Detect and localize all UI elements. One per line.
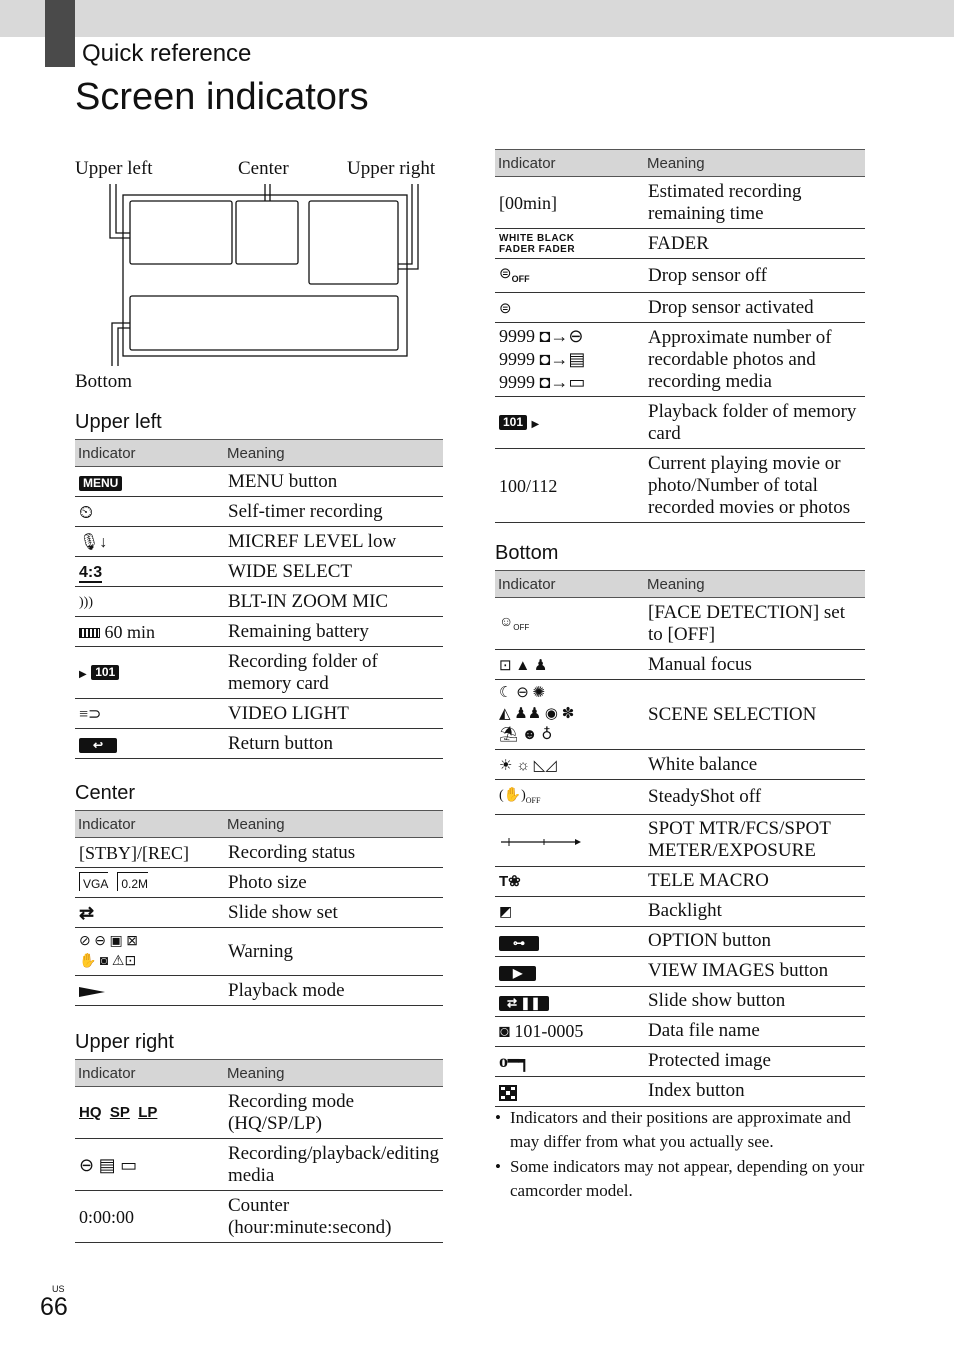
meaning: Manual focus (644, 650, 865, 680)
table-row (75, 838, 443, 868)
table-row (75, 557, 443, 587)
fader-icon-bottom: FADER FADER (499, 243, 576, 255)
key-icon: o━┑ (499, 1051, 530, 1072)
table-row (495, 293, 865, 323)
meaning: Estimated recording remaining time (644, 177, 865, 229)
notes (495, 1106, 865, 1204)
col-indicator: Indicator (75, 811, 224, 838)
right-indicator-table (495, 149, 865, 523)
table-row (75, 1191, 443, 1243)
photo-size-02m-icon: 0.2M (117, 872, 148, 891)
col-indicator: Indicator (495, 150, 644, 177)
table-row (495, 780, 865, 815)
page-title: Screen indicators (75, 76, 369, 118)
camera-icon: ◘→▭ (539, 372, 586, 392)
section-title: Quick reference (82, 40, 252, 67)
meaning: Self-timer recording (224, 497, 443, 527)
table-row (495, 650, 865, 680)
meaning: SCENE SELECTION (644, 680, 865, 750)
diagram-label-upper-left: Upper left (75, 158, 153, 179)
lp-icon: LP (138, 1103, 158, 1121)
recording-status-value: [STBY]/[REC] (75, 838, 224, 868)
table-row (75, 587, 443, 617)
meaning: Playback folder of memory card (644, 397, 865, 449)
media-icons: ⊖ ▤ ▭ (79, 1154, 138, 1175)
center-heading: Center (75, 782, 136, 804)
steadyshot-off-icon: $(✋)_{OFF}$ (499, 788, 541, 805)
table-row (495, 177, 865, 229)
table-row (75, 527, 443, 557)
meaning: VIEW IMAGES button (644, 956, 865, 986)
slideshow-button-icon: ⇄ ❚❚ (499, 996, 549, 1011)
meaning: Return button (224, 729, 443, 759)
col-meaning: Meaning (644, 150, 865, 177)
play-arrow-icon: ▶ (79, 668, 87, 680)
table-row (75, 868, 443, 898)
meaning: Warning (224, 928, 443, 976)
table-row (495, 1016, 865, 1046)
meaning: Recording folder of memory card (224, 647, 443, 699)
view-images-icon: ▶ (499, 966, 536, 981)
sp-icon: SP (109, 1103, 130, 1121)
col-meaning: Meaning (644, 571, 865, 598)
screen-layout-diagram (75, 158, 450, 398)
meaning: White balance (644, 750, 865, 780)
zoom-mic-icon: ))) (79, 595, 93, 610)
meaning: Index button (644, 1076, 865, 1106)
warning-icons: ⊘ ⊖ ▣ ⊠ ✋ ◙ ⚠⊡ (79, 933, 138, 969)
page-number: 66 (40, 1293, 68, 1321)
col-indicator: Indicator (75, 440, 224, 467)
meaning: Photo size (224, 868, 443, 898)
meaning: OPTION button (644, 926, 865, 956)
meaning: Drop sensor activated (644, 293, 865, 323)
menu-icon: MENU (79, 476, 122, 491)
face-detection-off-icon: $☺_{OFF}$ (499, 614, 530, 632)
table-row (75, 647, 443, 699)
table-row (75, 976, 443, 1006)
remaining-time-value: [00min] (495, 177, 644, 229)
meaning: Recording status (224, 838, 443, 868)
meaning: [FACE DETECTION] set to [OFF] (644, 598, 865, 650)
table-row (495, 1046, 865, 1076)
battery-icon (79, 628, 100, 638)
upper-left-table (75, 439, 443, 759)
meaning: FADER (644, 229, 865, 259)
table-row (75, 898, 443, 928)
meaning: MENU button (224, 467, 443, 497)
table-row (495, 680, 865, 750)
playing-count-value: 100/112 (495, 449, 644, 523)
hq-icon: HQ (79, 1103, 102, 1121)
diagram-frame (75, 158, 450, 398)
photo-count-line: 9999 ◘→▭ (499, 372, 586, 392)
meaning: Approximate number of recordable photos and recording media (644, 323, 865, 397)
col-meaning: Meaning (224, 440, 443, 467)
micref-low-icon: 🎙↓ (79, 533, 108, 551)
meaning: Current playing movie or photo/Number of total recorded movies or photos (644, 449, 865, 523)
diagram-label-center: Center (238, 158, 289, 179)
tele-macro-icon: T❀ (499, 873, 521, 891)
header-tab (45, 0, 75, 67)
meaning: Recording mode (HQ/SP/LP) (224, 1087, 443, 1139)
note-item: • Indicators and their positions are approximate and may differ from what you actually see. (495, 1106, 865, 1154)
scene-icons: ☾ ⊖ ✺ ◭ ♟♟ ◉ ✽ ⛱ ☻ ♁ (499, 685, 575, 743)
table-row (75, 1139, 443, 1191)
table-row (495, 229, 865, 259)
table-row (495, 814, 865, 866)
battery-value: 60 min (104, 621, 156, 642)
diagram-label-bottom: Bottom (75, 371, 133, 392)
table-row (75, 617, 443, 647)
table-row (495, 926, 865, 956)
table-row (75, 1087, 443, 1139)
photo-count-line: 9999 ◘→⊖ (499, 326, 584, 346)
meaning: Backlight (644, 896, 865, 926)
table-row (495, 259, 865, 293)
video-light-icon: ≡⊃ (79, 705, 102, 723)
center-table (75, 810, 443, 1006)
table-row (75, 497, 443, 527)
playback-folder-101-icon: 101 (499, 415, 527, 430)
playback-icon (79, 985, 107, 999)
table-row (495, 449, 865, 523)
play-arrow-icon: ▶ (531, 418, 540, 430)
table-row (75, 699, 443, 729)
col-meaning: Meaning (224, 811, 443, 838)
header-bar (0, 0, 954, 37)
counter-value: 0:00:00 (75, 1191, 224, 1243)
file-name-value: 101-0005 (514, 1021, 584, 1042)
wide-select-icon: 4:3 (79, 563, 103, 581)
meaning: Slide show button (644, 986, 865, 1016)
diagram-label-upper-right: Upper right (347, 158, 436, 179)
table-row (495, 896, 865, 926)
photo-count-line: 9999 ◘→▤ (499, 349, 586, 369)
meaning: VIDEO LIGHT (224, 699, 443, 729)
meaning: WIDE SELECT (224, 557, 443, 587)
table-row (495, 323, 865, 397)
fader-icon-top: WHITE BLACK (499, 232, 575, 244)
meaning: Remaining battery (224, 617, 443, 647)
table-row (75, 467, 443, 497)
table-row (495, 866, 865, 896)
camera-icon: ◘→▤ (539, 349, 586, 369)
upper-left-heading: Upper left (75, 411, 162, 433)
index-icon (499, 1085, 517, 1101)
return-icon: ↩ (79, 738, 117, 753)
bottom-heading: Bottom (495, 542, 559, 564)
table-row (75, 729, 443, 759)
meaning: SPOT MTR/FCS/SPOT METER/EXPOSURE (644, 814, 865, 866)
table-row (495, 397, 865, 449)
table-row (495, 1076, 865, 1106)
meaning: TELE MACRO (644, 866, 865, 896)
slideshow-repeat-icon: ⇄ (79, 902, 95, 923)
meaning: MICREF LEVEL low (224, 527, 443, 557)
bottom-table (495, 570, 865, 1107)
meaning: Slide show set (224, 898, 443, 928)
meaning: Recording/playback/editing media (224, 1139, 443, 1191)
col-indicator: Indicator (75, 1060, 224, 1087)
photo-size-vga-icon: VGA (79, 872, 108, 891)
table-row (495, 750, 865, 780)
note-item: • Some indicators may not appear, depending on your camcorder model. (495, 1155, 865, 1203)
backlight-icon: ◩ (499, 904, 513, 920)
table-row (495, 986, 865, 1016)
self-timer-icon: ⏲ (79, 501, 94, 522)
camera-icon: ◙ (499, 1021, 510, 1042)
meaning: SteadyShot off (644, 780, 865, 815)
table-row (495, 956, 865, 986)
slider-icon (499, 837, 583, 847)
manual-focus-icons: ⊡ ▲ ♟ (499, 657, 548, 674)
camera-icon: ◘→⊖ (539, 326, 584, 346)
upper-right-table (75, 1059, 443, 1243)
white-balance-icons: ☀ ☼ ◺◿ (499, 757, 557, 774)
meaning: Counter (hour:minute:second) (224, 1191, 443, 1243)
option-icon: ⊶ (499, 936, 539, 951)
folder-101-icon: 101 (91, 665, 119, 680)
region-label: US (52, 1284, 65, 1294)
meaning: Drop sensor off (644, 259, 865, 293)
meaning: BLT-IN ZOOM MIC (224, 587, 443, 617)
drop-sensor-off-icon: $⊜_{OFF}$ (499, 266, 530, 284)
table-row (495, 598, 865, 650)
meaning: Protected image (644, 1046, 865, 1076)
table-row (75, 928, 443, 976)
col-indicator: Indicator (495, 571, 644, 598)
upper-right-heading: Upper right (75, 1031, 174, 1053)
meaning: Playback mode (224, 976, 443, 1006)
col-meaning: Meaning (224, 1060, 443, 1087)
drop-sensor-icon: ⊜ (499, 300, 512, 317)
meaning: Data file name (644, 1016, 865, 1046)
